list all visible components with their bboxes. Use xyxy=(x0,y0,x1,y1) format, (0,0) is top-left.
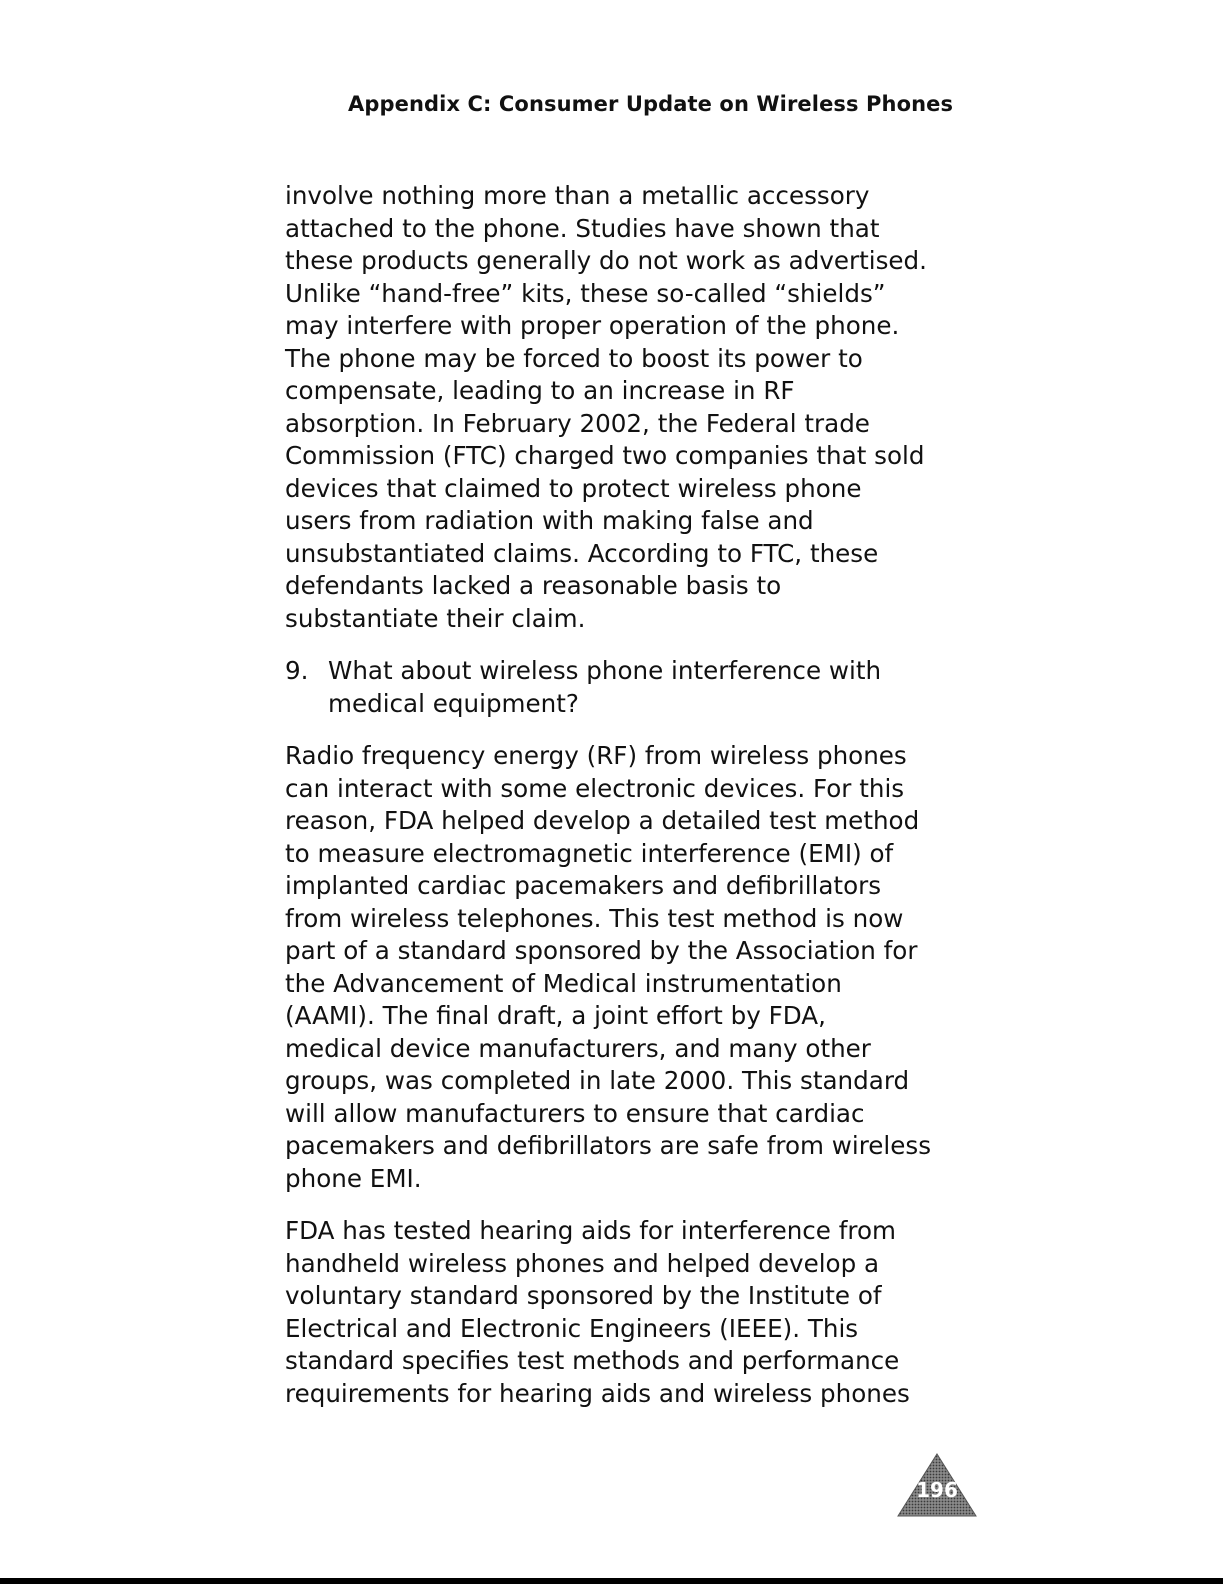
text-line: pacemakers and defibrillators are safe from wireless xyxy=(285,1131,932,1160)
text-line: Electrical and Electronic Engineers (IEEE). This xyxy=(285,1313,859,1343)
text-line: (AAMI). The final draft, a joint effort by FDA, xyxy=(285,1001,826,1030)
text-line: Commission (FTC) charged two companies that sold xyxy=(285,441,925,470)
text-line: may interfere with proper operation of the phone. xyxy=(285,311,900,340)
text-line: will allow manufacturers to ensure that cardiac xyxy=(285,1098,865,1128)
text-line: medical equipment? xyxy=(328,688,579,718)
text-line: voluntary standard sponsored by the Institute of xyxy=(285,1281,882,1310)
text-line: unsubstantiated claims. According to FTC, these xyxy=(285,538,879,568)
text-line: compensate, leading to an increase in RF xyxy=(285,376,795,405)
text-line: requirements for hearing aids and wireless phones xyxy=(285,1378,910,1408)
text-line: absorption. In February 2002, the Federal trade xyxy=(285,408,870,438)
question-text xyxy=(328,655,945,720)
question-9 xyxy=(285,655,945,720)
text-line: standard specifies test methods and performance xyxy=(285,1346,900,1375)
text-line: implanted cardiac pacemakers and defibrillators xyxy=(285,871,882,900)
text-line: FDA has tested hearing aids for interference from xyxy=(285,1216,896,1245)
text-line: reason, FDA helped develop a detailed test method xyxy=(285,806,920,835)
page-number-badge xyxy=(896,1452,978,1518)
text-line: substantiate their claim. xyxy=(285,603,586,633)
text-line: involve nothing more than a metallic accessory xyxy=(285,181,870,210)
paragraph-shields xyxy=(285,180,945,635)
text-line: Unlike “hand-free” kits, these so-called “shields” xyxy=(285,278,886,308)
text-line: from wireless telephones. This test method is now xyxy=(285,903,904,933)
text-line: to measure electromagnetic interference (EMI) of xyxy=(285,838,894,868)
text-line: part of a standard sponsored by the Association for xyxy=(285,936,918,965)
text-line: handheld wireless phones and helped develop a xyxy=(285,1248,880,1278)
text-line: devices that claimed to protect wireless phone xyxy=(285,473,862,503)
question-number: 9. xyxy=(285,656,309,685)
text-line: attached to the phone. Studies have shown that xyxy=(285,213,880,243)
text-line: defendants lacked a reasonable basis to xyxy=(285,571,782,600)
page-body xyxy=(285,180,945,1410)
paragraph-hearing-aids xyxy=(285,1215,945,1410)
text-line: groups, was completed in late 2000. This standard xyxy=(285,1066,910,1095)
page-header-title: Appendix C: Consumer Update on Wireless Phones xyxy=(348,92,954,116)
paragraph-medical-interference xyxy=(285,740,945,1195)
text-line: the Advancement of Medical instrumentation xyxy=(285,968,842,998)
text-line: What about wireless phone interference with xyxy=(328,656,882,685)
text-line: Radio frequency energy (RF) from wireless phones xyxy=(285,741,907,770)
text-line: these products generally do not work as advertised. xyxy=(285,246,927,275)
text-line: can interact with some electronic devices. For this xyxy=(285,773,905,803)
text-line: The phone may be forced to boost its power to xyxy=(285,343,863,373)
bottom-border xyxy=(0,1578,1223,1584)
text-line: phone EMI. xyxy=(285,1163,422,1193)
page-number: 196 xyxy=(916,1478,958,1502)
text-line: users from radiation with making false and xyxy=(285,506,814,535)
text-line: medical device manufacturers, and many other xyxy=(285,1033,871,1063)
